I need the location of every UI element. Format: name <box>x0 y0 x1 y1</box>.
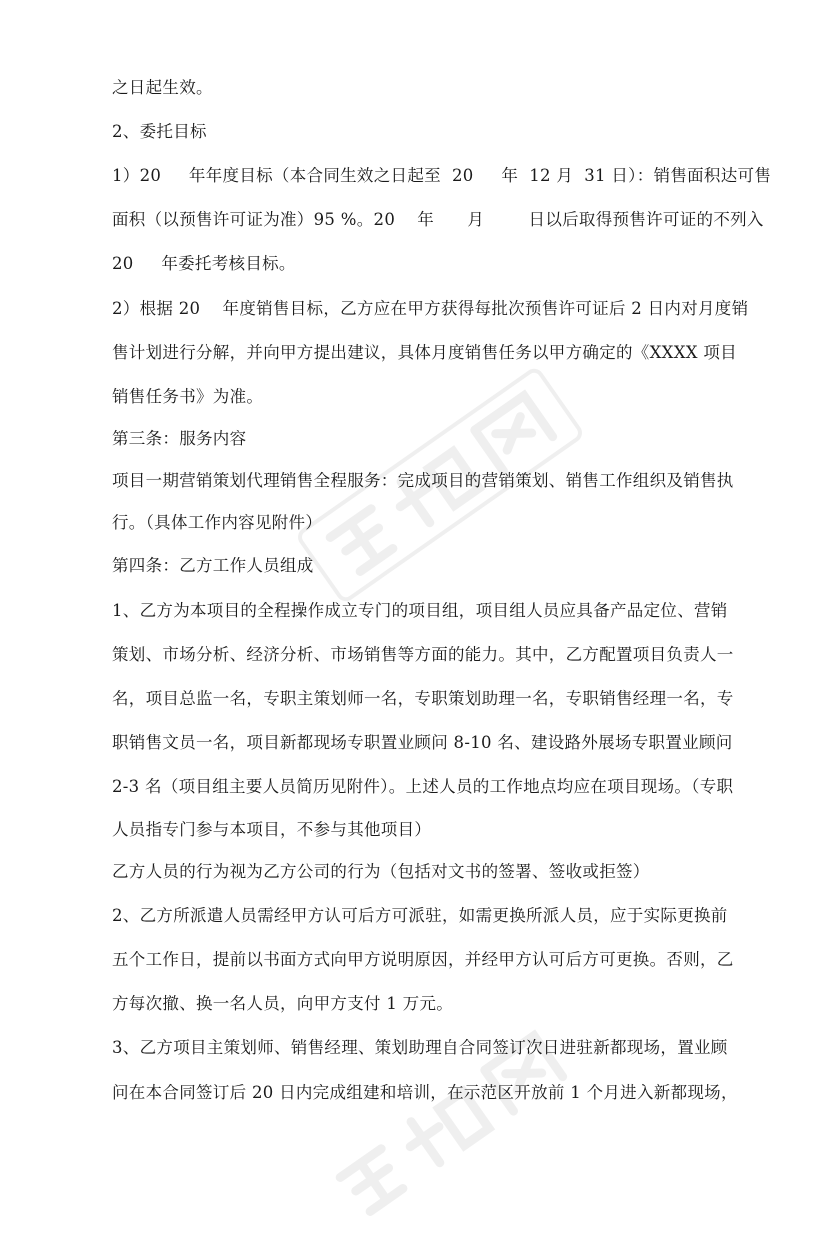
text-line: 名，项目总监一名，专职主策划师一名，专职策划助理一名，专职销售经理一名，专 <box>112 689 734 708</box>
article-heading: 第三条：服务内容 <box>112 429 247 448</box>
article-heading: 第四条：乙方工作人员组成 <box>112 556 314 575</box>
text-line: 项目一期营销策划代理销售全程服务：完成项目的营销策划、销售工作组织及销售执 <box>112 471 734 490</box>
text-line: 五个工作日，提前以书面方式向甲方说明原因，并经甲方认可后方可更换。否则，乙 <box>112 950 734 969</box>
text-line: 2）根据 20 年度销售目标，乙方应在甲方获得每批次预售许可证后 2 日内对月度销 <box>112 299 749 318</box>
text-line: 1）20 年年度目标（本合同生效之日起至 20 年 12 月 31 日）：销售面积达可售 <box>112 166 772 185</box>
text-line: 之日起生效。 <box>112 78 213 97</box>
text-line: 20 年委托考核目标。 <box>112 254 296 273</box>
text-line: 售计划进行分解，并向甲方提出建议，具体月度销售任务以甲方确定的《XXXX 项目 <box>112 343 737 362</box>
text-line: 方每次撤、换一名人员，向甲方支付 1 万元。 <box>112 994 454 1013</box>
text-line: 销售任务书》为准。 <box>112 387 264 406</box>
text-line: 人员指专门参与本项目，不参与其他项目） <box>112 820 432 839</box>
text-line: 2、乙方所派遣人员需经甲方认可后方可派驻，如需更换所派人员，应于实际更换前 <box>112 906 728 925</box>
text-line: 问在本合同签订后 20 日内完成组建和培训，在示范区开放前 1 个月进入新都现场， <box>112 1083 738 1102</box>
text-line: 3、乙方项目主策划师、销售经理、策划助理自合同签订次日进驻新都现场，置业顾 <box>112 1038 728 1057</box>
text-line: 面积（以预售许可证为准）95 %。20 年 月 日以后取得预售许可证的不列入 <box>112 210 764 229</box>
text-line: 乙方人员的行为视为乙方公司的行为（包括对文书的签署、签收或拒签） <box>112 862 650 881</box>
text-line: 行。（具体工作内容见附件） <box>112 513 323 532</box>
text-line: 职销售文员一名，项目新都现场专职置业顾问 8-10 名、建设路外展场专职置业顾问 <box>112 733 733 752</box>
section-heading: 2、委托目标 <box>112 122 207 141</box>
text-line: 1、乙方为本项目的全程操作成立专门的项目组，项目组人员应具备产品定位、营销 <box>112 601 728 620</box>
text-line: 2-3 名（项目组主要人员简历见附件）。上述人员的工作地点均应在项目现场。（专职 <box>112 777 734 796</box>
text-line: 策划、市场分析、经济分析、市场销售等方面的能力。其中，乙方配置项目负责人一 <box>112 645 734 664</box>
